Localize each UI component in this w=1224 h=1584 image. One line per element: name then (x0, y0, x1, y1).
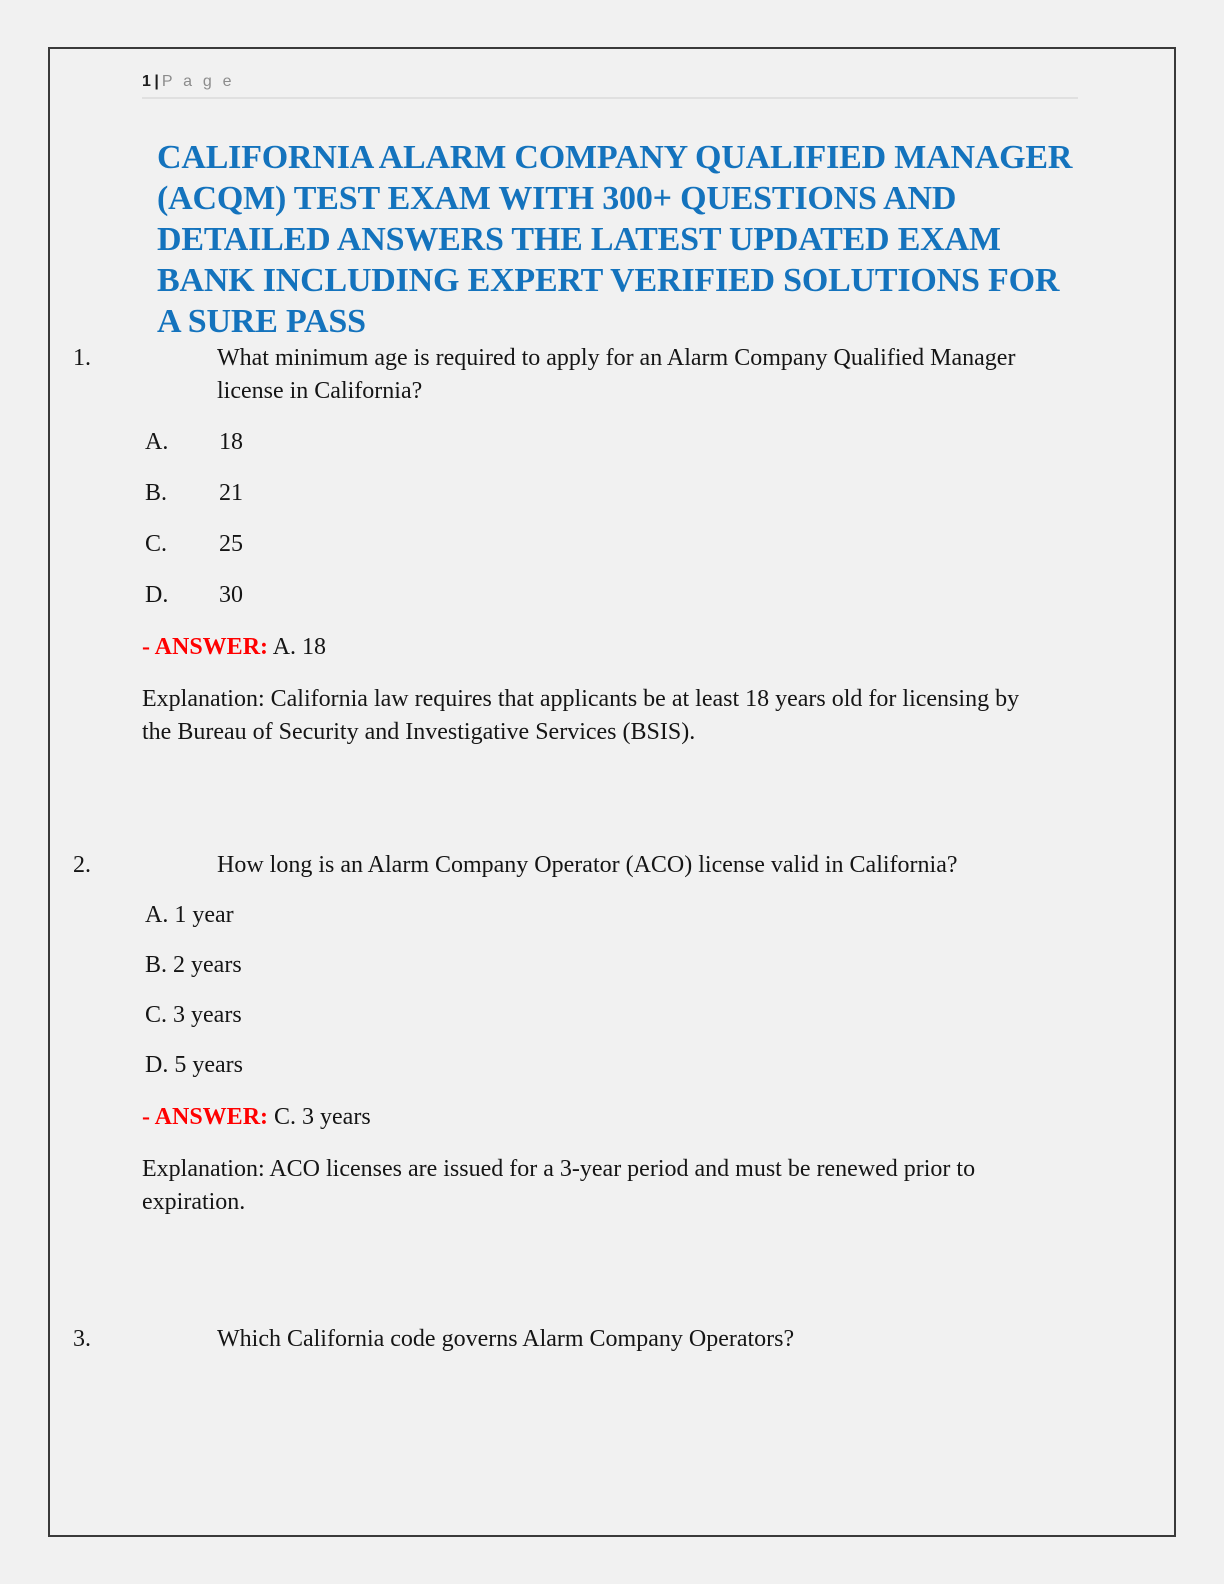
question-block-1 (73, 342, 1087, 749)
option-1-b-letter: B. (145, 480, 168, 506)
question-3-line (73, 1323, 1050, 1356)
question-1-text: What minimum age is required to apply for an Alarm Company Qualified Manager license in California? (217, 345, 1016, 404)
page-header-divider (142, 97, 1078, 99)
section-spacer-2 (142, 1219, 1087, 1323)
option-2-c[interactable] (145, 999, 1087, 1032)
option-2-d-letter: D. (145, 1052, 169, 1078)
option-1-a[interactable] (145, 426, 1087, 459)
question-3-text: Which California code governs Alarm Company Operators? (217, 1326, 795, 1352)
question-3-number: 3. (73, 1326, 91, 1352)
answer-1-value: A. 18 (272, 634, 327, 660)
option-2-a-value: 1 year (174, 902, 234, 928)
option-1-c[interactable] (145, 528, 1087, 561)
option-2-a-letter: A. (145, 902, 169, 928)
answer-2-value: C. 3 years (274, 1104, 371, 1130)
page-header-text (142, 72, 1078, 92)
answer-2-tag: - ANSWER: (142, 1104, 269, 1130)
page-header-separator: | (154, 73, 159, 90)
option-1-d-value: 30 (219, 582, 243, 608)
page-header (142, 72, 1078, 99)
option-1-b-value: 21 (219, 480, 243, 506)
question-2-number: 2. (73, 852, 91, 878)
question-1-options (142, 426, 1087, 612)
question-1-line (73, 342, 1050, 408)
option-2-d-value: 5 years (174, 1052, 243, 1078)
explanation-2: Explanation: ACO licenses are issued for a 3-year period and must be renewed prior to expiration. (142, 1156, 976, 1215)
answer-line-2 (142, 1101, 1087, 1134)
option-1-d[interactable] (145, 579, 1087, 612)
option-1-c-letter: C. (145, 531, 168, 557)
option-2-c-letter: C. (145, 1002, 168, 1028)
document-title: CALIFORNIA ALARM COMPANY QUALIFIED MANAGER (ACQM) TEST EXAM WITH 300+ QUESTIONS AND DETAILED ANSWERS THE LATEST UPDATED EXAM BANK INCLUDING EXPERT VERIFIED SOLUTIONS FOR A SURE PASS (157, 139, 1073, 340)
option-1-b[interactable] (145, 477, 1087, 510)
option-1-d-letter: D. (145, 582, 169, 608)
document-page-sheet (48, 47, 1176, 1537)
option-1-a-letter: A. (145, 429, 169, 455)
option-2-a[interactable] (145, 899, 1087, 932)
page-word-label: P a g e (161, 73, 235, 90)
option-2-c-value: 3 years (173, 1002, 242, 1028)
option-2-b[interactable] (145, 949, 1087, 982)
page-number: 1 (142, 73, 152, 90)
option-1-a-value: 18 (219, 429, 243, 455)
question-block-2 (73, 849, 1087, 1219)
question-2-options (142, 899, 1087, 1082)
document-body (73, 137, 1087, 1356)
answer-line-1 (142, 631, 1087, 664)
option-2-b-value: 2 years (173, 952, 242, 978)
explanation-1: Explanation: California law requires that applicants be at least 18 years old for licensing by the Bureau of Security and Investigative Services (BSIS). (142, 686, 1020, 745)
option-1-c-value: 25 (219, 531, 243, 557)
answer-1-tag: - ANSWER: (142, 634, 269, 660)
option-2-d[interactable] (145, 1049, 1087, 1082)
question-2-line (73, 849, 1050, 882)
question-1-number: 1. (73, 345, 91, 371)
option-2-b-letter: B. (145, 952, 168, 978)
question-block-3 (73, 1323, 1087, 1356)
question-2-text: How long is an Alarm Company Operator (ACO) license valid in California? (217, 852, 958, 878)
section-spacer-1 (142, 749, 1087, 849)
